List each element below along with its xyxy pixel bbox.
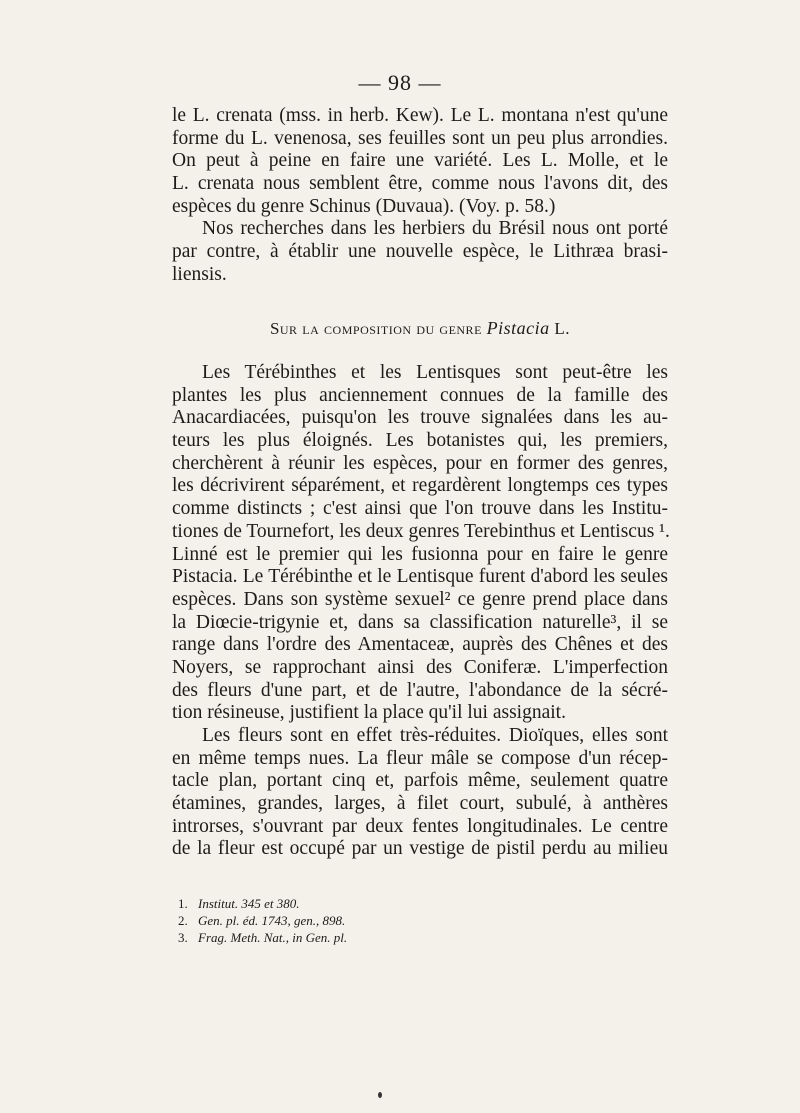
text-line: Linné est le premier qui les fusionna pour en faire le genre — [172, 543, 668, 565]
footnote-number: 3. — [178, 930, 188, 945]
text-line: introrses, s'ouvrant par deux fentes longitudinales. Le centre — [172, 815, 668, 837]
text-line: tiones de Tournefort, les deux genres Terebinthus et Lentiscus ¹. — [172, 520, 670, 542]
section-heading-genus: Pistacia — [486, 318, 550, 338]
footnote — [178, 912, 578, 929]
text-line: comme distincts ; c'est ainsi que l'on trouve dans les Institu- — [172, 498, 668, 520]
footnotes — [178, 895, 578, 946]
ink-speck — [378, 1092, 382, 1098]
text-line: tion résineuse, justifient la place qu'il lui assignait. — [172, 702, 566, 724]
text-line: cherchèrent à réunir les espèces, pour en former des genres, — [172, 452, 668, 474]
text-line: tacle plan, portant cinq et, parfois même, seulement quatre — [172, 770, 668, 792]
text-line: Les Térébinthes et les Lentisques sont peut-être les — [202, 362, 668, 383]
footnote-text: Gen. pl. éd. 1743, gen., 898. — [198, 913, 346, 928]
text-line: la Diœcie-trigynie et, dans sa classification naturelle³, il se — [172, 611, 668, 633]
text-line: plantes les plus anciennement connues de la famille des — [172, 384, 668, 406]
text-line: les décrivirent séparément, et regardèrent longtemps ces types — [172, 475, 668, 497]
paragraph-main — [172, 362, 668, 861]
text-line: des fleurs d'une part, et de l'autre, l'abondance de la sécré- — [172, 679, 668, 701]
text-line: teurs les plus éloignés. Les botanistes qui, les premiers, — [172, 430, 668, 452]
text-line: Nos recherches dans les herbiers du Brésil nous ont porté — [202, 218, 668, 240]
section-heading — [172, 318, 668, 339]
text-line: Les fleurs sont en effet très-réduites. Dioïques, elles sont — [202, 725, 668, 746]
text-line: range dans l'ordre des Amentaceæ, auprès des Chênes et des — [172, 634, 668, 656]
text-line: étamines, grandes, larges, à filet court, subulé, à anthères — [172, 793, 668, 815]
footnote — [178, 929, 578, 946]
text-line: le L. crenata (mss. in herb. Kew). Le L. montana n'est qu'une — [172, 105, 668, 126]
text-line: espèces du genre Schinus (Duvaua). (Voy. p. 58.) — [172, 195, 556, 217]
text-line: Noyers, se rapprochant ainsi des Coniferæ. L'imperfection — [172, 656, 668, 678]
text-line: forme du L. venenosa, ses feuilles sont un peu plus arrondies. — [172, 127, 668, 149]
footnote-text: Institut. 345 et 380. — [198, 896, 300, 911]
section-heading-suffix: L. — [549, 319, 571, 338]
text-line: de la fleur est occupé par un vestige de pistil perdu au milieu — [172, 838, 668, 860]
paragraph-continued — [172, 105, 668, 287]
text-line: par contre, à établir une nouvelle espèce, le Lithræa brasi- — [172, 241, 668, 263]
text-line: Pistacia. Le Térébinthe et le Lentisque furent d'abord les seules — [172, 566, 668, 588]
footnote-text: Frag. Meth. Nat., in Gen. pl. — [198, 930, 348, 945]
page-number: — 98 — — [358, 70, 442, 95]
footnote — [178, 895, 578, 912]
text-line: en même temps nues. La fleur mâle se compose d'un récep- — [172, 747, 668, 769]
section-heading-prefix: Sur la composition du genre — [269, 319, 487, 338]
text-line: espèces. Dans son système sexuel² ce genre prend place dans — [172, 588, 668, 610]
text-line: Anacardiacées, puisqu'on les trouve signalées dans les au- — [172, 407, 668, 429]
text-line: L. crenata nous semblent être, comme nous l'avons dit, des — [172, 173, 668, 195]
footnote-number: 1. — [178, 896, 188, 911]
footnote-number: 2. — [178, 913, 188, 928]
text-line: On peut à peine en faire une variété. Les L. Molle, et le — [172, 150, 668, 172]
text-line: liensis. — [172, 263, 227, 285]
